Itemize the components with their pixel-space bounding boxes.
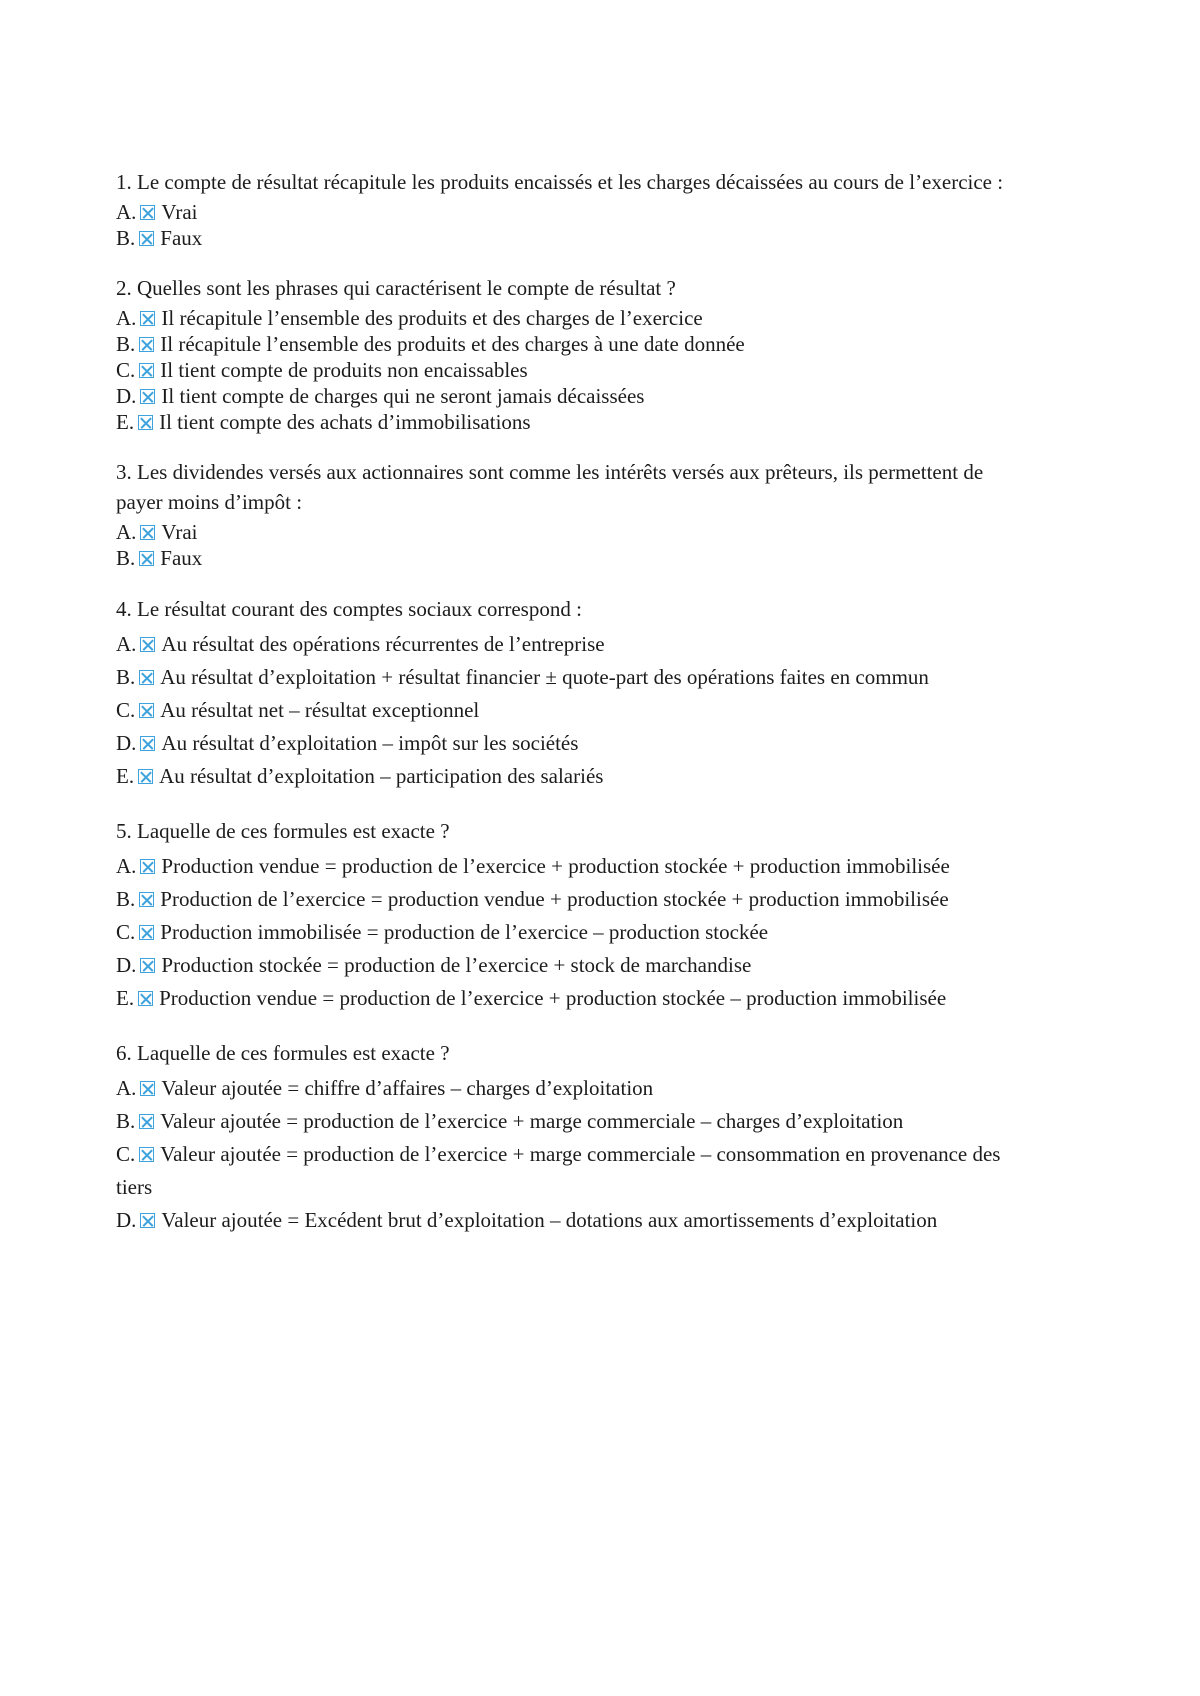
option-text: Au résultat des opérations récurrentes de l’entreprise xyxy=(161,632,605,656)
checkbox-icon[interactable] xyxy=(139,551,154,566)
option-text: Production vendue = production de l’exercice + production stockée – production immobilisée xyxy=(159,986,947,1010)
option-e[interactable] xyxy=(116,409,1016,435)
checkbox-icon[interactable] xyxy=(139,363,154,378)
option-a[interactable] xyxy=(116,1072,1016,1105)
option-c[interactable] xyxy=(116,916,1016,949)
question-text: 4. Le résultat courant des comptes sociaux correspond : xyxy=(116,597,582,621)
checkbox-icon[interactable] xyxy=(139,670,154,685)
option-text: Il récapitule l’ensemble des produits et des charges de l’exercice xyxy=(161,306,703,330)
checkbox-icon[interactable] xyxy=(138,415,153,430)
option-b[interactable] xyxy=(116,661,1016,694)
option-b[interactable] xyxy=(116,331,1016,357)
checkbox-icon[interactable] xyxy=(140,1081,155,1096)
option-text: Au résultat net – résultat exceptionnel xyxy=(160,698,480,722)
option-a[interactable] xyxy=(116,199,1016,225)
checkbox-icon[interactable] xyxy=(139,925,154,940)
option-e[interactable] xyxy=(116,982,1016,1015)
option-text: Valeur ajoutée = production de l’exercice + marge commerciale – charges d’exploitation xyxy=(160,1109,904,1133)
checkbox-icon[interactable] xyxy=(140,859,155,874)
option-text: Production de l’exercice = production vendue + production stockée + production immobilisée xyxy=(160,887,949,911)
option-letter: C. xyxy=(116,1142,136,1166)
option-a[interactable] xyxy=(116,305,1016,331)
option-d[interactable] xyxy=(116,949,1016,982)
option-text: Valeur ajoutée = Excédent brut d’exploitation – dotations aux amortissements d’exploitation xyxy=(161,1208,938,1232)
question-text: 5. Laquelle de ces formules est exacte ? xyxy=(116,819,450,843)
option-a[interactable] xyxy=(116,628,1016,661)
option-d[interactable] xyxy=(116,1204,1016,1237)
option-text: Production vendue = production de l’exercice + production stockée + production immobilisée xyxy=(161,854,950,878)
question-text: 2. Quelles sont les phrases qui caractérisent le compte de résultat ? xyxy=(116,276,676,300)
checkbox-icon[interactable] xyxy=(140,525,155,540)
quiz-document xyxy=(116,167,1016,1259)
checkbox-icon[interactable] xyxy=(140,311,155,326)
option-letter: B. xyxy=(116,1109,136,1133)
option-a[interactable] xyxy=(116,850,1016,883)
option-letter: E. xyxy=(116,986,135,1010)
option-letter: B. xyxy=(116,546,136,570)
option-letter: C. xyxy=(116,358,136,382)
option-a[interactable] xyxy=(116,519,1016,545)
checkbox-icon[interactable] xyxy=(139,892,154,907)
option-letter: A. xyxy=(116,520,137,544)
option-b[interactable] xyxy=(116,545,1016,571)
option-b[interactable] xyxy=(116,883,1016,916)
option-d[interactable] xyxy=(116,727,1016,760)
option-e[interactable] xyxy=(116,760,1016,793)
option-letter: A. xyxy=(116,200,137,224)
option-text: Faux xyxy=(160,546,203,570)
option-letter: D. xyxy=(116,1208,137,1232)
checkbox-icon[interactable] xyxy=(139,231,154,246)
option-letter: A. xyxy=(116,854,137,878)
option-letter: B. xyxy=(116,887,136,911)
option-text: Au résultat d’exploitation + résultat financier ± quote-part des opérations faites en commun xyxy=(160,665,929,689)
question-4 xyxy=(116,593,1016,793)
option-letter: A. xyxy=(116,306,137,330)
option-text: Vrai xyxy=(161,520,198,544)
option-text: Valeur ajoutée = chiffre d’affaires – charges d’exploitation xyxy=(161,1076,654,1100)
option-text: Vrai xyxy=(161,200,198,224)
option-text: Il tient compte des achats d’immobilisations xyxy=(159,410,531,434)
option-c[interactable] xyxy=(116,1138,1016,1204)
checkbox-icon[interactable] xyxy=(139,337,154,352)
option-text: Il tient compte de produits non encaissables xyxy=(160,358,528,382)
question-3 xyxy=(116,457,1016,571)
option-text: Il tient compte de charges qui ne seront jamais décaissées xyxy=(161,384,645,408)
option-text: Au résultat d’exploitation – participation des salariés xyxy=(159,764,604,788)
option-letter: D. xyxy=(116,953,137,977)
option-letter: B. xyxy=(116,332,136,356)
question-5 xyxy=(116,815,1016,1015)
checkbox-icon[interactable] xyxy=(139,1114,154,1129)
option-letter: E. xyxy=(116,764,135,788)
option-letter: C. xyxy=(116,920,136,944)
option-text: Valeur ajoutée = production de l’exercice + marge commerciale – consommation en provenance des tiers xyxy=(116,1142,1001,1199)
question-6 xyxy=(116,1037,1016,1237)
option-letter: A. xyxy=(116,632,137,656)
option-letter: E. xyxy=(116,410,135,434)
option-letter: B. xyxy=(116,665,136,689)
option-c[interactable] xyxy=(116,357,1016,383)
option-c[interactable] xyxy=(116,694,1016,727)
option-text: Production stockée = production de l’exercice + stock de marchandise xyxy=(161,953,752,977)
question-2 xyxy=(116,273,1016,435)
checkbox-icon[interactable] xyxy=(139,703,154,718)
option-text: Faux xyxy=(160,226,203,250)
checkbox-icon[interactable] xyxy=(140,637,155,652)
checkbox-icon[interactable] xyxy=(140,958,155,973)
checkbox-icon[interactable] xyxy=(138,769,153,784)
option-text: Production immobilisée = production de l’exercice – production stockée xyxy=(160,920,769,944)
option-d[interactable] xyxy=(116,383,1016,409)
checkbox-icon[interactable] xyxy=(140,736,155,751)
option-letter: A. xyxy=(116,1076,137,1100)
question-1 xyxy=(116,167,1016,251)
question-text: 6. Laquelle de ces formules est exacte ? xyxy=(116,1041,450,1065)
checkbox-icon[interactable] xyxy=(138,991,153,1006)
checkbox-icon[interactable] xyxy=(140,205,155,220)
checkbox-icon[interactable] xyxy=(139,1147,154,1162)
question-text: 1. Le compte de résultat récapitule les produits encaissés et les charges décaissées au cours de l’exercice : xyxy=(116,170,1004,194)
option-letter: D. xyxy=(116,731,137,755)
option-letter: D. xyxy=(116,384,137,408)
option-letter: B. xyxy=(116,226,136,250)
option-text: Il récapitule l’ensemble des produits et des charges à une date donnée xyxy=(160,332,745,356)
option-b[interactable] xyxy=(116,1105,1016,1138)
checkbox-icon[interactable] xyxy=(140,389,155,404)
option-text: Au résultat d’exploitation – impôt sur les sociétés xyxy=(161,731,579,755)
question-text: 3. Les dividendes versés aux actionnaires sont comme les intérêts versés aux prêteurs, ils permettent de payer moins d’impôt : xyxy=(116,460,984,514)
checkbox-icon[interactable] xyxy=(140,1213,155,1228)
option-letter: C. xyxy=(116,698,136,722)
option-b[interactable] xyxy=(116,225,1016,251)
